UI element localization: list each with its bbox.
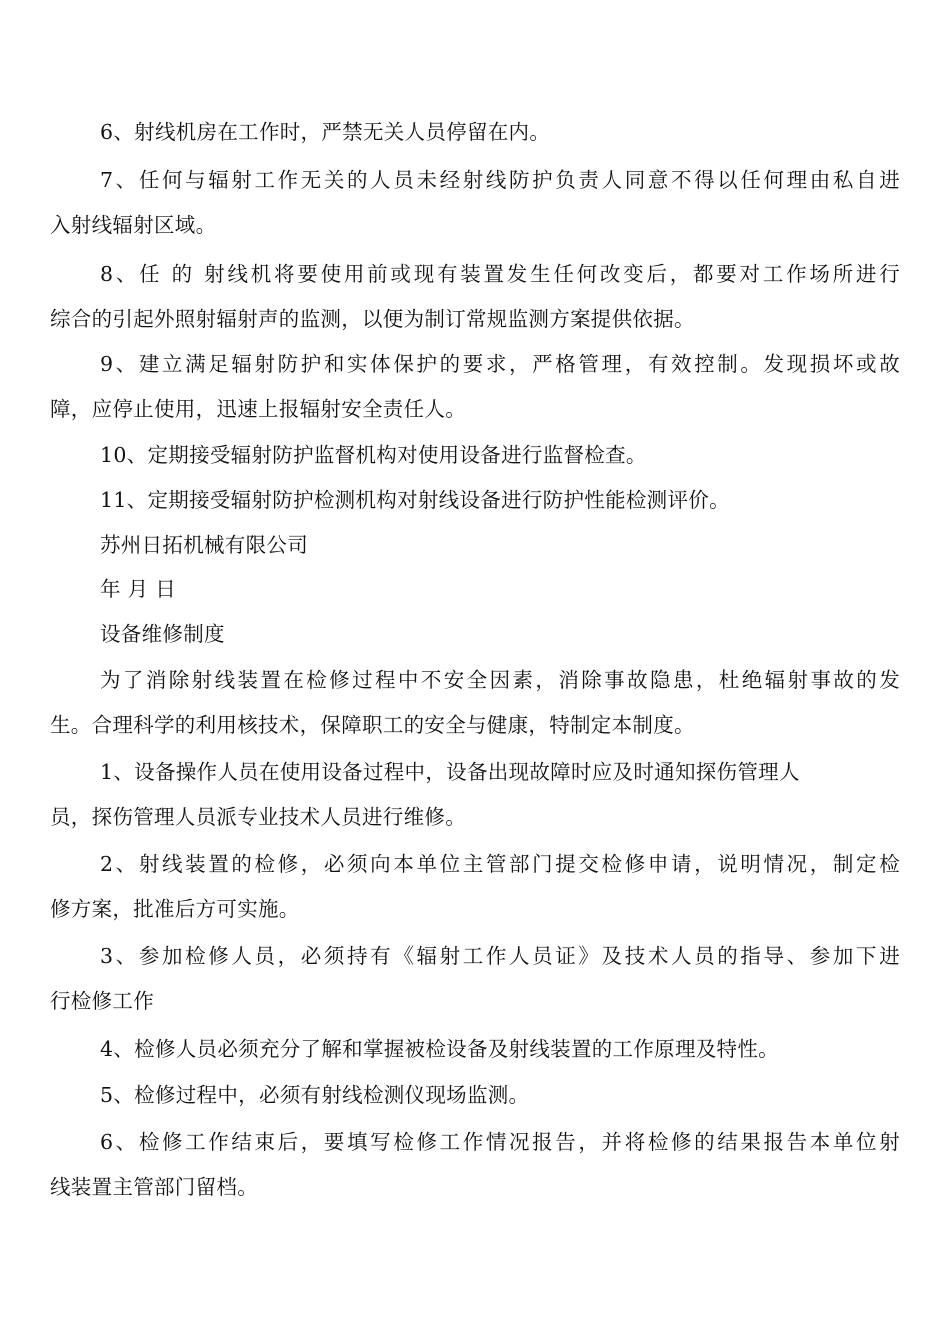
text-line: 综合的引起外照射辐射声的监测，以便为制订常规监测方案提供依据。 xyxy=(50,307,695,331)
text-line: 7、任何与辐射工作无关的人员未经射线防护负责人同意不得以任何理由私自进 xyxy=(100,168,900,192)
text-line: 年 月 日 xyxy=(100,577,177,601)
text-line: 线装置主管部门留档。 xyxy=(50,1175,258,1199)
text-line: 为了消除射线装置在检修过程中不安全因素，消除事故隐患，杜绝辐射事故的发 xyxy=(100,668,900,692)
text-line: 2、射线装置的检修，必须向本单位主管部门提交检修申请，说明情况，制定检 xyxy=(100,852,900,876)
text-line: 4、检修人员必须充分了解和掌握被检设备及射线装置的工作原理及特性。 xyxy=(100,1037,779,1061)
rule-10-paragraph xyxy=(50,433,900,478)
text-line: 3、参加检修人员，必须持有《辐射工作人员证》及技术人员的指导、参加下进 xyxy=(100,944,900,968)
text-line: 行检修工作 xyxy=(50,989,154,1013)
rule-8-paragraph xyxy=(50,252,900,342)
intro-paragraph xyxy=(50,658,900,748)
text-line: 设备维修制度 xyxy=(100,622,225,646)
rule-9-paragraph xyxy=(50,342,900,432)
maint-rule-5-paragraph xyxy=(50,1073,900,1118)
text-line: 10、定期接受辐射防护监督机构对使用设备进行监督检查。 xyxy=(100,443,647,467)
text-line: 6、检修工作结束后，要填写检修工作情况报告，并将检修的结果报告本单位射 xyxy=(100,1130,900,1154)
text-line: 员，探伤管理人员派专业技术人员进行维修。 xyxy=(50,805,466,829)
text-line: 入射线辐射区域。 xyxy=(50,213,217,237)
text-line: 修方案，批准后方可实施。 xyxy=(50,897,300,921)
text-line: 8、任 的 射线机将要使用前或现有装置发生任何改变后，都要对工作场所进行 xyxy=(100,262,900,286)
text-line: 生。合理科学的利用核技术，保障职工的安全与健康，特制定本制度。 xyxy=(50,713,695,737)
text-line: 5、检修过程中，必须有射线检测仪现场监测。 xyxy=(100,1083,530,1107)
date-line xyxy=(50,567,900,612)
text-line: 障，应停止使用，迅速上报辐射安全责任人。 xyxy=(50,397,466,421)
rule-7-paragraph xyxy=(50,158,900,248)
text-line: 苏州日拓机械有限公司 xyxy=(100,533,308,557)
maint-rule-1-paragraph xyxy=(50,750,900,840)
maint-rule-4-paragraph xyxy=(50,1027,900,1072)
maint-rule-6-paragraph xyxy=(50,1120,900,1210)
company-name xyxy=(50,523,900,568)
text-line: 6、射线机房在工作时，严禁无关人员停留在内。 xyxy=(100,120,551,144)
maint-rule-3-paragraph xyxy=(50,934,900,1024)
rule-11-paragraph xyxy=(50,478,900,523)
text-line: 1、设备操作人员在使用设备过程中，设备出现故障时应及时通知探伤管理人 xyxy=(100,760,800,784)
rule-6-paragraph xyxy=(50,110,900,155)
section-title xyxy=(50,612,900,657)
maint-rule-2-paragraph xyxy=(50,842,900,932)
text-line: 9、建立满足辐射防护和实体保护的要求，严格管理，有效控制。发现损坏或故 xyxy=(100,352,900,376)
text-line: 11、定期接受辐射防护检测机构对射线设备进行防护性能检测评价。 xyxy=(100,488,730,512)
